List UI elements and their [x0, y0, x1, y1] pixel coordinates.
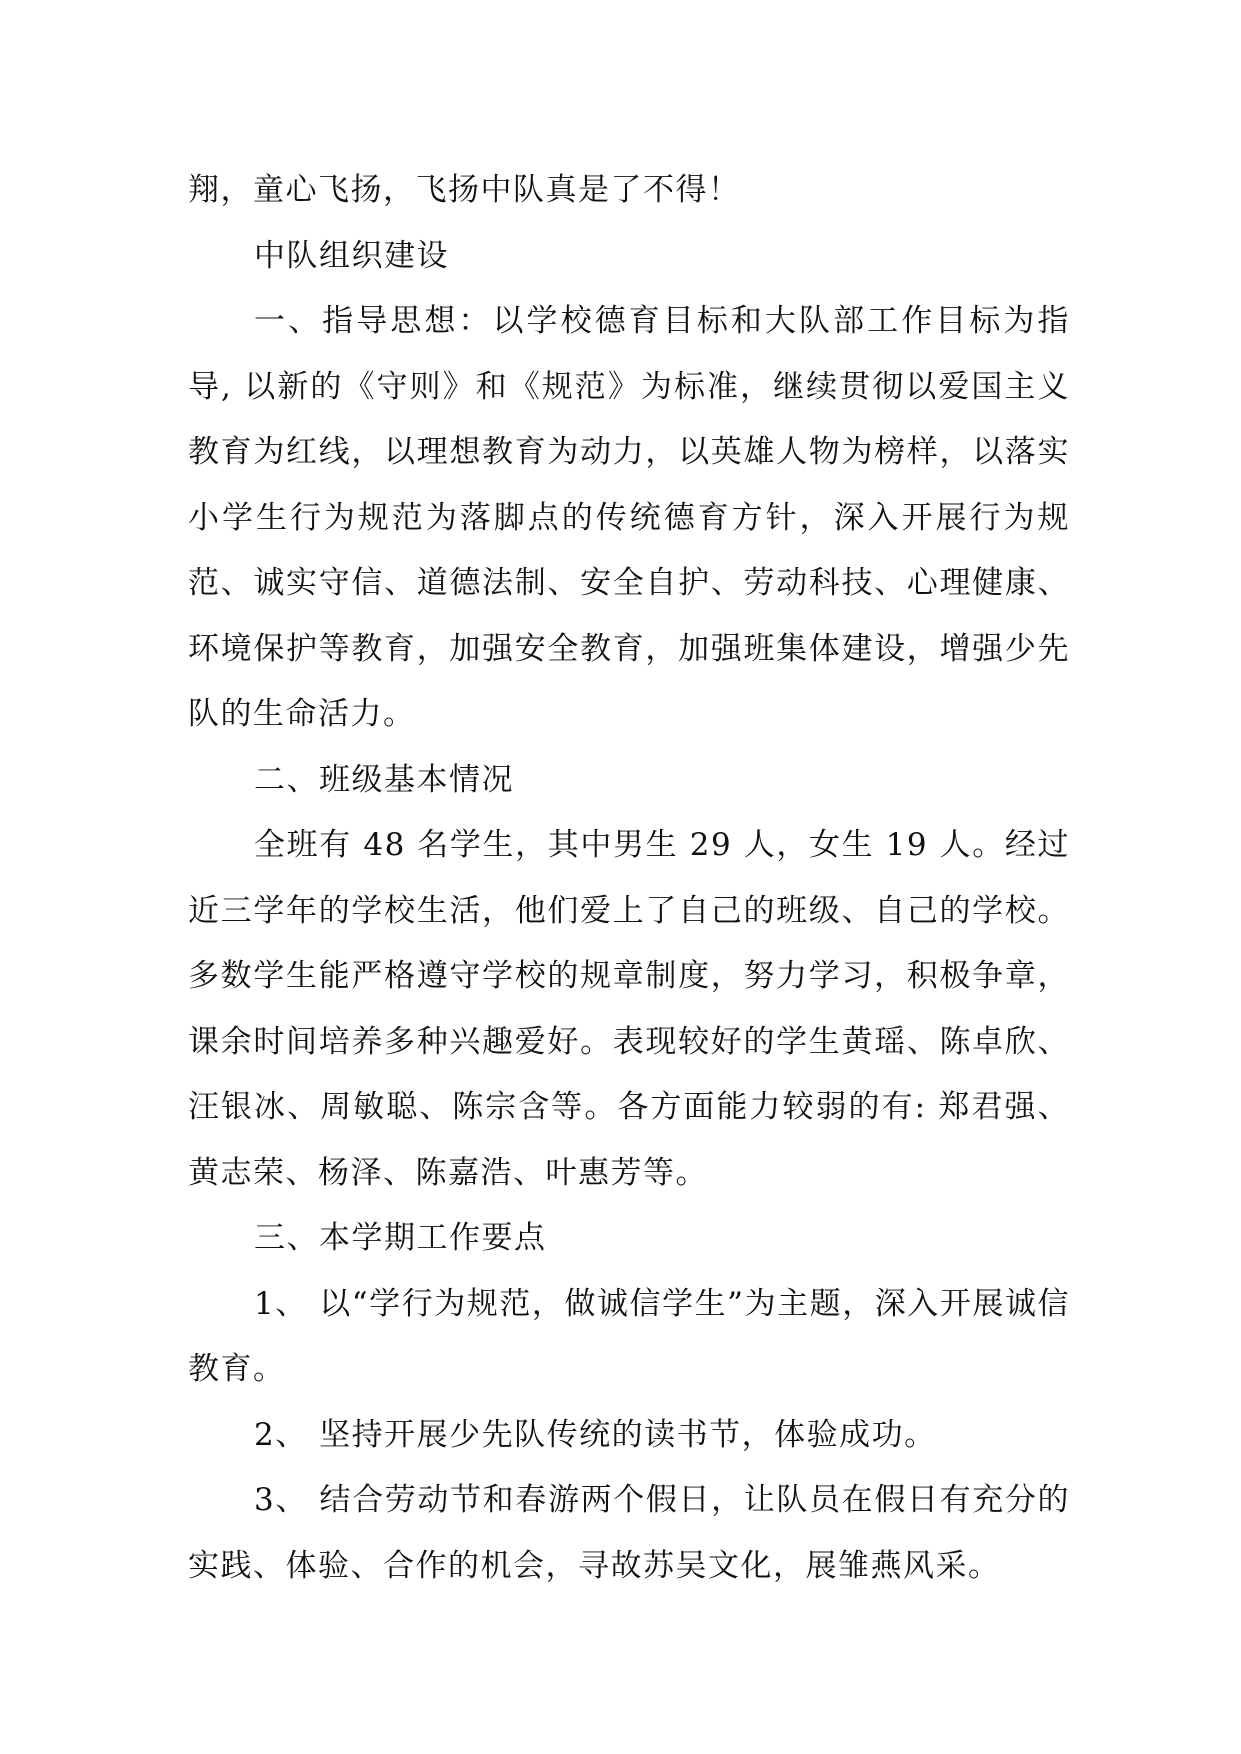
work-point-item-1: 1、 以“学行为规范，做诚信学生”为主题，深入开展诚信教育。 — [188, 1285, 1070, 1387]
paragraph-continuation: 翔，童心飞扬，飞扬中队真是了不得！ — [188, 172, 741, 208]
heading-work-points: 三、本学期工作要点 — [254, 1220, 547, 1256]
paragraph-guiding-ideology: 一、指导思想：以学校德育目标和大队部工作目标为指导, 以新的《守则》和《规范》为标准，继续贯彻以爱国主义教育为红线，以理想教育为动力，以英雄人物为榜样，以落实小学生行为规范为落脚点的传统德育方针，深入开展行为规范、诚实守信、道德法制、安全自护、劳动科技、心理健康、环境保护等教育，加强安全教育，加强班集体建设，增强少先队的生命活力。 — [188, 303, 1070, 732]
work-point-item-3: 3、 结合劳动节和春游两个假日，让队员在假日有充分的实践、体验、合作的机会，寻故苏吴文化，展雏燕风采。 — [188, 1482, 1070, 1584]
work-point-item-2: 2、 坚持开展少先队传统的读书节，体验成功。 — [254, 1416, 937, 1453]
document-body — [188, 158, 1070, 1599]
heading-class-basics: 二、班级基本情况 — [254, 761, 514, 798]
section-heading-organization: 中队组织建设 — [254, 237, 449, 274]
paragraph-class-basics: 全班有 48 名学生，其中男生 29 人，女生 19 人。经过近三学年的学校生活，他们爱上了自己的班级、自己的学校。多数学生能严格遵守学校的规章制度，努力学习，积极争章，课余时间培养多种兴趣爱好。表现较好的学生黄瑶、陈卓欣、汪银冰、周敏聪、陈宗含等。各方面能力较弱的有: 郑君强、黄志荣、杨泽、陈嘉浩、叶惠芳等。 — [188, 827, 1070, 1191]
